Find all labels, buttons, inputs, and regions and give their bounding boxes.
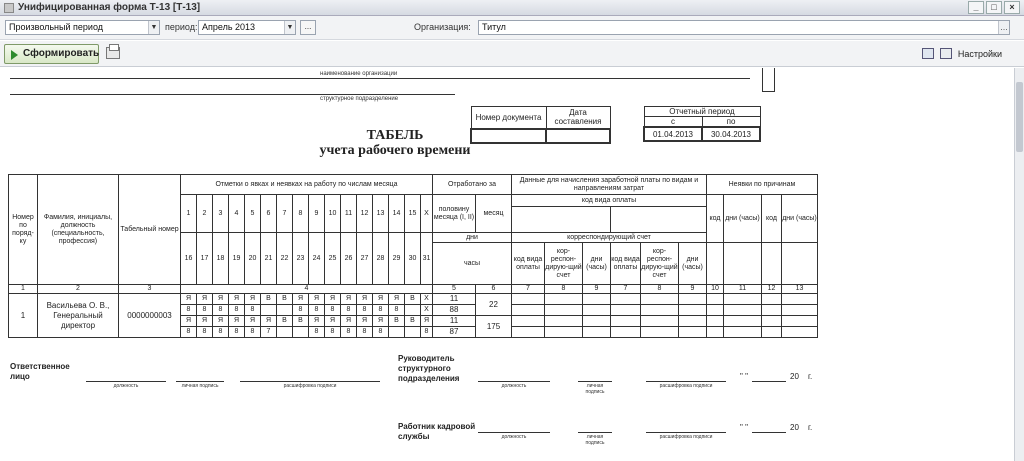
mark-cell (277, 305, 293, 316)
pay-cell (512, 294, 545, 305)
mark-cell: 8 (229, 305, 245, 316)
day-cell: 4 (229, 195, 245, 233)
pay-cell (679, 327, 707, 338)
settings-button[interactable]: Настройки (957, 48, 1002, 59)
scrollbar-thumb[interactable] (1016, 82, 1023, 152)
pay-cell (512, 327, 545, 338)
pay-cell (583, 327, 611, 338)
head-date-line (752, 381, 786, 382)
window-title: Унифицированная форма Т-13 [Т-13] (18, 2, 201, 13)
mark-cell: 8 (309, 327, 325, 338)
day-cell: 15 (405, 195, 421, 233)
day-cell: 5 (245, 195, 261, 233)
abs-empty-cell (782, 243, 818, 285)
day-cell: 18 (213, 233, 229, 285)
hr-position-caption: должность (501, 434, 527, 440)
colnum-cell: 8 (545, 285, 583, 294)
abs-cell (707, 294, 724, 305)
org-label: Организация: (414, 22, 471, 32)
mark-cell: Я (325, 294, 341, 305)
abs-code-header: код (707, 195, 724, 243)
mark-cell: В (293, 316, 309, 327)
pay-dh-sub: дни (часы) (679, 243, 707, 285)
hr-sign-caption: личная подпись (585, 434, 605, 446)
toolbar (0, 41, 1024, 67)
colnum-cell: 6 (476, 285, 512, 294)
pay-cell (611, 294, 641, 305)
day-cell: 29 (389, 233, 405, 285)
doc-date-cell (546, 129, 610, 143)
mark-cell: В (389, 316, 405, 327)
mark-cell: Я (213, 294, 229, 305)
head-year: 20 (790, 372, 799, 381)
colnum-cell: 12 (762, 285, 782, 294)
mark-cell: 8 (181, 327, 197, 338)
resp-decode-line (240, 381, 380, 382)
doc-date-header: Дата составления (546, 107, 610, 129)
mark-cell (389, 327, 405, 338)
mark-cell: 8 (181, 305, 197, 316)
head-decode-caption: расшифровка подписи (659, 383, 713, 389)
org-field[interactable] (478, 20, 1010, 35)
mark-cell: 8 (341, 305, 357, 316)
colnum-cell: 10 (707, 285, 724, 294)
code-box (762, 68, 775, 92)
mark-cell: 8 (309, 305, 325, 316)
pay-cell (611, 327, 641, 338)
parameters-panel (0, 16, 1024, 40)
hr-label: Работник кадровой службы (398, 422, 476, 441)
mark-cell (405, 327, 421, 338)
abs-cell (782, 316, 818, 327)
mark-cell: 8 (357, 305, 373, 316)
pay-cell (545, 294, 583, 305)
mark-cell: Я (197, 294, 213, 305)
pay-cell (583, 294, 611, 305)
head-label: Руководитель структурного подразделения (398, 354, 460, 383)
pay-code-cell-2 (611, 207, 707, 233)
colnum-cell: 3 (119, 285, 181, 294)
resp-position-caption: должность (113, 383, 139, 389)
mark-cell: 8 (325, 327, 341, 338)
period-choose-button[interactable]: ... (300, 20, 316, 35)
mark-cell: Я (293, 294, 309, 305)
pay-cell (545, 327, 583, 338)
pay-cell (583, 316, 611, 327)
row-number: 1 (9, 294, 38, 338)
period-to-label: по (702, 117, 760, 128)
abs-empty-cell (762, 243, 782, 285)
head-sign-line (578, 381, 612, 382)
day-cell: 13 (373, 195, 389, 233)
dept-line (10, 94, 455, 95)
colnum-cell: 11 (724, 285, 762, 294)
abs-cell (707, 316, 724, 327)
day-cell: X (421, 195, 433, 233)
mark-cell: 8 (229, 327, 245, 338)
pay-cell (545, 316, 583, 327)
close-button[interactable]: × (1004, 1, 1020, 14)
period-select[interactable] (198, 20, 296, 35)
mark-cell: В (405, 294, 421, 305)
title-line-1: ТАБЕЛЬ (366, 128, 424, 143)
day-cell: 7 (277, 195, 293, 233)
mark-cell: Я (309, 316, 325, 327)
org-choose-button[interactable]: … (1000, 23, 1008, 32)
day-cell: 24 (309, 233, 325, 285)
resp-decode-caption: расшифровка подписи (283, 383, 337, 389)
day-cell: 27 (357, 233, 373, 285)
period-from-label: с (644, 117, 702, 128)
pay-cell (679, 294, 707, 305)
day-cell: 17 (197, 233, 213, 285)
play-icon (11, 50, 18, 60)
mark-cell: В (277, 316, 293, 327)
hr-year: 20 (790, 423, 799, 432)
chevron-down-icon[interactable]: ▼ (148, 21, 159, 34)
mark-cell (293, 327, 309, 338)
col-days-header: дни (433, 233, 512, 243)
col-pay-header: Данные для начисления заработной платы по видам и направлениям затрат (512, 175, 707, 195)
col-hours-header: часы (433, 243, 512, 285)
col-tab-header: Табельный номер (119, 175, 181, 285)
head-date-quotes: " " (740, 372, 748, 381)
minimize-button[interactable]: _ (968, 1, 984, 14)
colnum-cell: 9 (583, 285, 611, 294)
mark-cell: Я (357, 316, 373, 327)
mark-cell: 8 (245, 305, 261, 316)
day-cell: 9 (309, 195, 325, 233)
day-cell: 10 (325, 195, 341, 233)
abs-code-header-2: код (762, 195, 782, 243)
period-type-value: Произвольный период (9, 22, 103, 32)
pay-code-sub: код вида оплаты (512, 243, 545, 285)
head-position-line (478, 381, 550, 382)
mark-cell: Я (357, 294, 373, 305)
abs-cell (724, 327, 762, 338)
day-cell: 23 (293, 233, 309, 285)
col-worked-header: Отработано за (433, 175, 512, 195)
colnum-cell: 8 (641, 285, 679, 294)
table-row (9, 294, 818, 305)
doc-number-header: Номер документа (471, 107, 546, 129)
mark-cell: 8 (373, 327, 389, 338)
day-cell: 31 (421, 233, 433, 285)
period-from-value: 01.04.2013 (644, 127, 702, 141)
mark-cell: Я (181, 294, 197, 305)
print-icon[interactable] (106, 47, 120, 59)
col-marks-header: Отметки о явках и неявках на работу по числам месяца (181, 175, 433, 195)
half1-days: 11 (433, 294, 476, 305)
pay-cell (641, 316, 679, 327)
pay-cell (512, 305, 545, 316)
colnum-cell: 2 (38, 285, 119, 294)
half1-hours: 88 (433, 305, 476, 316)
hr-date-line (752, 432, 786, 433)
mark-cell: 8 (389, 305, 405, 316)
vertical-scrollbar[interactable] (1014, 68, 1024, 461)
app-icon (4, 3, 14, 13)
day-cell: 8 (293, 195, 309, 233)
pay-code-header: код вида оплаты (512, 195, 707, 207)
doc-number-table (470, 106, 611, 144)
mark-cell: 7 (261, 327, 277, 338)
pay-cell (545, 305, 583, 316)
period-value: Апрель 2013 (202, 22, 256, 32)
mark-cell: 8 (213, 327, 229, 338)
pay-dh-sub: дни (часы) (583, 243, 611, 285)
abs-cell (762, 327, 782, 338)
mark-cell: 8 (213, 305, 229, 316)
mark-cell: 8 (197, 305, 213, 316)
abs-empty-cell (707, 243, 724, 285)
col-half-header: половину месяца (I, II) (433, 195, 476, 233)
abs-cell (762, 316, 782, 327)
abs-cell (762, 305, 782, 316)
mark-cell: В (405, 316, 421, 327)
day-cell: 22 (277, 233, 293, 285)
resp-sign-caption: личная подпись (181, 383, 219, 389)
pay-code-sub: код вида оплаты (611, 243, 641, 285)
col-absence-header: Неявки по причинам (707, 175, 818, 195)
mark-cell: Я (197, 316, 213, 327)
day-cell: 16 (181, 233, 197, 285)
day-cell: 21 (261, 233, 277, 285)
month-days: 22 (476, 294, 512, 316)
mark-cell: Я (181, 316, 197, 327)
mark-cell: Я (421, 316, 433, 327)
day-cell: 25 (325, 233, 341, 285)
col-name-header: Фамилия, инициалы, должность (специальность, профессия) (38, 175, 119, 285)
half2-days: 11 (433, 316, 476, 327)
mark-cell (261, 305, 277, 316)
head-g: г. (808, 372, 813, 381)
mark-cell: Я (245, 294, 261, 305)
mark-cell: X (421, 294, 433, 305)
day-cell: 6 (261, 195, 277, 233)
timesheet-table (8, 174, 818, 338)
mark-cell: Я (309, 294, 325, 305)
pay-cell (641, 294, 679, 305)
abs-cell (782, 305, 818, 316)
head-position-caption: должность (501, 383, 527, 389)
acc-header: корреспондирующий счет (512, 233, 707, 243)
abs-cell (724, 316, 762, 327)
period-table (643, 106, 761, 142)
day-cell: 11 (341, 195, 357, 233)
dept-caption: структурное подразделение (320, 96, 399, 102)
abs-cell (707, 305, 724, 316)
day-cell: 2 (197, 195, 213, 233)
period-to-value: 30.04.2013 (702, 127, 760, 141)
day-cell: 14 (389, 195, 405, 233)
mark-cell: Я (341, 316, 357, 327)
pay-code-cell-1 (512, 207, 611, 233)
mark-cell: В (261, 294, 277, 305)
row-tab-number: 0000000003 (119, 294, 181, 338)
abs-cell (782, 327, 818, 338)
generate-button[interactable] (4, 44, 99, 64)
org-line (10, 78, 750, 79)
day-cell: 1 (181, 195, 197, 233)
mark-cell: 8 (341, 327, 357, 338)
colnum-cell: 7 (611, 285, 641, 294)
generate-label: Сформировать (23, 48, 100, 59)
chevron-down-icon[interactable]: ▼ (284, 21, 295, 34)
mark-cell: Я (341, 294, 357, 305)
settings-icon[interactable] (940, 48, 952, 59)
period-type-select[interactable] (5, 20, 160, 35)
pay-cell (611, 316, 641, 327)
mark-cell: Я (245, 316, 261, 327)
pay-cell (512, 316, 545, 327)
period-title: Отчетный период (644, 107, 760, 117)
mark-cell: 8 (421, 327, 433, 338)
hr-g: г. (808, 423, 813, 432)
mark-cell: Я (373, 294, 389, 305)
mark-cell: Я (325, 316, 341, 327)
mark-cell: Я (389, 294, 405, 305)
colnum-cell: 1 (9, 285, 38, 294)
day-cell: 19 (229, 233, 245, 285)
col-number-header: Номер по поряд-ку (9, 175, 38, 285)
half2-hours: 87 (433, 327, 476, 338)
pay-cell (679, 316, 707, 327)
window-layout-icon[interactable] (922, 48, 934, 59)
mark-cell (277, 327, 293, 338)
colnum-cell: 13 (782, 285, 818, 294)
pay-cell (641, 305, 679, 316)
hr-decode-caption: расшифровка подписи (659, 434, 713, 440)
head-decode-line (646, 381, 726, 382)
head-sign-caption: личная подпись (585, 383, 605, 395)
abs-cell (762, 294, 782, 305)
mark-cell: 8 (197, 327, 213, 338)
window-titlebar (0, 0, 1024, 16)
mark-cell: Я (261, 316, 277, 327)
report-title (300, 128, 490, 158)
pay-corr-sub: кор-респон-дирую-щий счет (641, 243, 679, 285)
abs-dh-header-2: дни (часы) (782, 195, 818, 243)
mark-cell (405, 305, 421, 316)
abs-cell (724, 294, 762, 305)
report-document (0, 68, 1014, 461)
colnum-cell: 4 (181, 285, 433, 294)
period-label: период: (165, 22, 198, 32)
day-cell: 30 (405, 233, 421, 285)
mark-cell: X (421, 305, 433, 316)
mark-cell: 8 (293, 305, 309, 316)
abs-cell (724, 305, 762, 316)
mark-cell: 8 (245, 327, 261, 338)
hr-date-quotes: " " (740, 423, 748, 432)
mark-cell: Я (229, 294, 245, 305)
mark-cell: 8 (373, 305, 389, 316)
mark-cell: Я (213, 316, 229, 327)
day-cell: 26 (341, 233, 357, 285)
abs-cell (782, 294, 818, 305)
day-cell: 20 (245, 233, 261, 285)
abs-dh-header: дни (часы) (724, 195, 762, 243)
day-cell: 12 (357, 195, 373, 233)
mark-cell: 8 (357, 327, 373, 338)
mark-cell: 8 (325, 305, 341, 316)
month-hours: 175 (476, 316, 512, 338)
col-month-header: месяц (476, 195, 512, 233)
resp-person-label: Ответственное лицо (10, 362, 70, 381)
colnum-cell: 5 (433, 285, 476, 294)
mark-cell: Я (373, 316, 389, 327)
org-caption: наименование организации (320, 71, 398, 77)
org-value: Титул (482, 22, 506, 32)
hr-decode-line (646, 432, 726, 433)
pay-cell (583, 305, 611, 316)
abs-empty-cell (724, 243, 762, 285)
mark-cell: В (277, 294, 293, 305)
day-cell: 28 (373, 233, 389, 285)
pay-cell (611, 305, 641, 316)
hr-sign-line (578, 432, 612, 433)
resp-position-line (86, 381, 166, 382)
colnum-cell: 7 (512, 285, 545, 294)
colnum-cell: 9 (679, 285, 707, 294)
resp-sign-line (176, 381, 224, 382)
title-line-2: учета рабочего времени (319, 143, 471, 158)
pay-cell (641, 327, 679, 338)
row-name: Васильева О. В., Генеральный директор (38, 294, 119, 338)
hr-position-line (478, 432, 550, 433)
maximize-button[interactable]: □ (986, 1, 1002, 14)
day-cell: 3 (213, 195, 229, 233)
abs-cell (707, 327, 724, 338)
mark-cell: Я (229, 316, 245, 327)
pay-cell (679, 305, 707, 316)
pay-corr-sub: кор-респон-дирую-щий счет (545, 243, 583, 285)
